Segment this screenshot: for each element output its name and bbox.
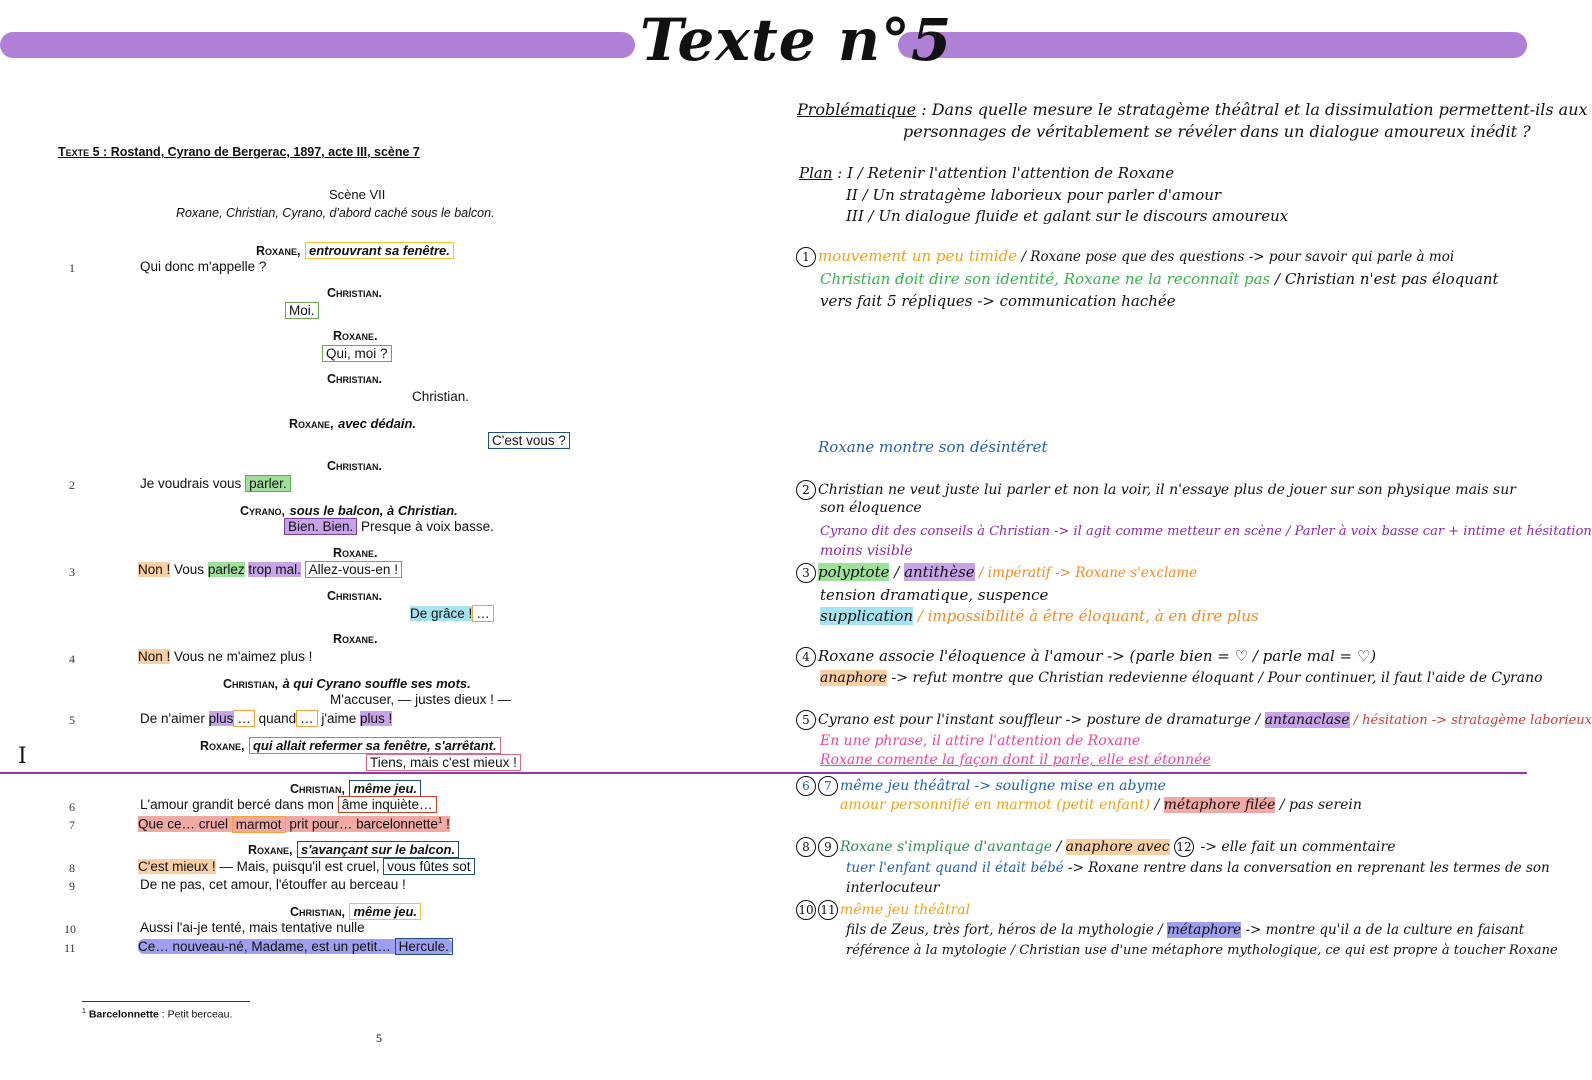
source-heading: Texte 5 : Rostand, Cyrano de Bergerac, 1897, acte III, scène 7 — [58, 145, 420, 159]
line-number: 3 — [69, 565, 75, 579]
verse-line: De grâce ! … — [410, 606, 494, 621]
characters-line: Roxane, Christian, Cyrano, d'abord caché sous le balcon. — [176, 206, 495, 220]
line-number: 2 — [69, 478, 75, 492]
problematique: Problématique : Dans quelle mesure le stratagème théâtral et la dissimulation permettent-ils aux — [797, 100, 1588, 119]
verse-line: L'amour grandit bercé dans mon âme inquiète… — [140, 797, 437, 812]
verse-line: Non ! Vous ne m'aimez plus ! — [138, 649, 313, 664]
line-number: 6 — [69, 800, 75, 814]
note-2: 2 Christian ne veut juste lui parler et non la voir, il n'essaye plus de jouer sur son physique mais sur — [796, 480, 1516, 500]
note-3-line-3: supplication / impossibilité à être éloquant, à en dire plus — [820, 607, 1259, 625]
note-6-7-line-2: amour personnifié en marmot (petit enfant) / métaphore filée / pas serein — [840, 797, 1362, 813]
stage-direction: entrouvrant sa fenêtre. — [305, 242, 454, 259]
verse-line: Non ! Vous parlez trop mal. Allez-vous-en ! — [138, 562, 402, 577]
speaker-roxane-arret: Roxane, qui allait refermer sa fenêtre, s'arrêtant. — [200, 737, 501, 755]
speaker-roxane-dedain: Roxane, avec dédain. — [289, 416, 417, 431]
plan-1: Plan : I / Retenir l'attention l'attention de Roxane — [799, 164, 1175, 182]
note-2-line-4: moins visible — [820, 543, 913, 559]
speaker-christian: Christian. — [327, 372, 382, 386]
speaker-christian-souffle: Christian, à qui Cyrano souffle ses mots. — [223, 676, 471, 691]
line-number: 4 — [69, 652, 75, 666]
verse-line: Qui donc m'appelle ? — [140, 259, 267, 274]
verse-line: Tiens, mais c'est mieux ! — [366, 754, 521, 771]
speaker-christian: Christian. — [327, 459, 382, 473]
note-5: 5 Cyrano est pour l'instant souffleur -> posture de dramaturge / antanaclase / hésitation -> stratagème laborieux — [796, 710, 1592, 730]
verse-line: Moi. — [285, 302, 319, 319]
note-4: 4 Roxane associe l'éloquence à l'amour -> (parle bien = ♡ / parle mal = ♡) — [796, 647, 1376, 667]
speaker-roxane-1: Roxane, entrouvrant sa fenêtre. — [256, 242, 454, 260]
line-number: 8 — [69, 861, 75, 875]
highlight-bien: Bien. Bien. — [284, 518, 357, 535]
speaker-christian: Christian. — [327, 589, 382, 603]
speaker-christian: Christian. — [327, 286, 382, 300]
verse-line: Qui, moi ? — [322, 345, 392, 362]
plan-2: II / Un stratagème laborieux pour parler d'amour — [846, 186, 1222, 204]
plan-3: III / Un dialogue fluide et galant sur le discours amoureux — [846, 207, 1289, 225]
verse-line: Aussi l'ai-je tenté, mais tentative nulle — [140, 920, 365, 935]
note-1-line-3: vers fait 5 répliques -> communication hachée — [820, 292, 1176, 310]
verse-line: Bien. Bien. Presque à voix basse. — [284, 519, 494, 534]
verse-line: Que ce… cruel marmot prit pour… barcelonnette$^1$ ! — [138, 816, 450, 832]
footnote-divider — [82, 1001, 250, 1002]
verse-line: Ce… nouveau-né, Madame, est un petit… Hercule. — [138, 939, 453, 954]
speaker-cyrano: Cyrano, sous le balcon, à Christian. — [240, 503, 458, 518]
scene-heading: Scène VII — [329, 187, 386, 202]
verse-line: M'accuser, — justes dieux ! — — [330, 692, 512, 707]
note-8-9: 8 9 Roxane s'implique d'avantage / anaphore avec 12 -> elle fait un commentaire — [796, 837, 1396, 857]
verse-line: Je voudrais vous parler. — [140, 476, 291, 491]
footnote: $^1$ Barcelonnette : Petit berceau. — [82, 1008, 233, 1021]
speaker-roxane: Roxane. — [333, 546, 378, 560]
header-bar-left — [0, 32, 635, 58]
line-number: 1 — [69, 261, 75, 275]
note-4-line-2: anaphore -> refut montre que Christian redevienne éloquant / Pour continuer, il faut l'aide de Cyrano — [820, 670, 1543, 686]
speaker-roxane: Roxane. — [333, 632, 378, 646]
note-3-line-2: tension dramatique, suspence — [820, 586, 1049, 604]
problematique-2: personnages de véritablement se révéler dans un dialogue amoureux inédit ? — [903, 122, 1531, 141]
note-1: 1 mouvement un peu timide / Roxane pose que des questions -> pour savoir qui parle à moi — [796, 247, 1454, 267]
line-number: 11 — [64, 941, 76, 955]
header-bar-right — [898, 32, 1527, 58]
line-number: 10 — [64, 922, 76, 936]
source-title: Rostand, Cyrano de Bergerac, 1897, acte III, scène 7 — [110, 145, 420, 159]
note-8-9-line-3: interlocuteur — [846, 880, 940, 896]
note-1-line-2: Christian doit dire son identité, Roxane ne la reconnaît pas / Christian n'est pas éloquant — [820, 270, 1499, 288]
speaker-christian-jeu: Christian, même jeu. — [290, 780, 421, 798]
verse-line: De n'aimer plus … quand … j'aime plus ! — [140, 711, 393, 726]
verse-line: Christian. — [412, 389, 470, 404]
note-6-7: 6 7 même jeu théâtral -> souligne mise en abyme — [796, 776, 1166, 796]
verse-line: De ne pas, cet amour, l'étouffer au berceau ! — [140, 877, 406, 892]
highlight-parler: parler. — [245, 475, 291, 492]
note-roxane-desinteret: Roxane montre son désintéret — [818, 438, 1048, 456]
section-divider — [0, 772, 1527, 774]
note-5-line-2: En une phrase, il attire l'attention de Roxane — [820, 733, 1141, 749]
speaker-christian-jeu: Christian, même jeu. — [290, 903, 421, 921]
note-8-9-line-2: tuer l'enfant quand il était bébé -> Roxane rentre dans la conversation en reprenant les termes de son — [846, 860, 1550, 876]
note-2-line-2: son éloquence — [820, 500, 922, 516]
verse-line: C'est mieux ! — Mais, puisqu'il est cruel, vous fûtes sot — [138, 859, 475, 874]
line-number: 7 — [69, 818, 75, 832]
speaker-roxane: Roxane. — [333, 329, 378, 343]
note-10-11-line-2: fils de Zeus, très fort, héros de la mythologie / métaphore -> montre qu'il a de la culture en faisant — [846, 922, 1525, 938]
part-marker: I — [18, 744, 27, 769]
note-10-11: 10 11 même jeu théâtral — [796, 900, 970, 920]
note-10-11-line-3: référence à la mytologie / Christian use d'une métaphore mythologique, ce qui est propre à toucher Roxane — [846, 943, 1558, 958]
note-3: 3 polyptote / antithèse / impératif -> Roxane s'exclame — [796, 563, 1197, 583]
page-number: 5 — [376, 1031, 382, 1045]
note-5-line-3: Roxane comente la façon dont il parle, elle est étonnée — [820, 752, 1211, 768]
line-number: 9 — [69, 879, 75, 893]
page-title: Texte n°5 — [640, 6, 953, 74]
note-2-line-3: Cyrano dit des conseils à Christian -> il agit comme metteur en scène / Parler à voix basse car + intime et hésitation — [820, 524, 1592, 539]
line-number: 5 — [69, 713, 75, 727]
speaker-roxane-avance: Roxane, s'avançant sur le balcon. — [248, 841, 459, 859]
verse-line: C'est vous ? — [488, 432, 570, 449]
